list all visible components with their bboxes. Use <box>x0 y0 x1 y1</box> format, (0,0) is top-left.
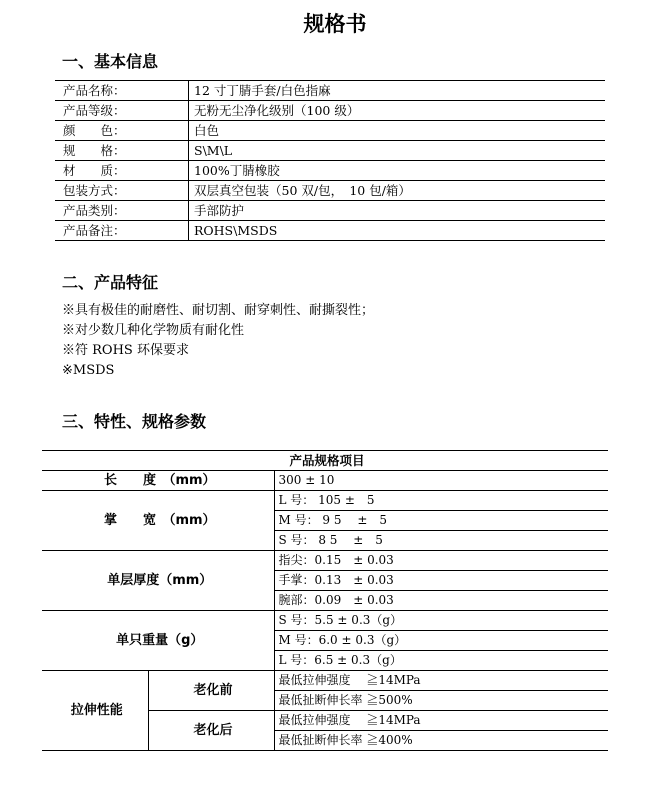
section-features-heading: 二、产品特征 <box>62 273 159 292</box>
param-name-weight: 单只重量（g） <box>42 611 274 671</box>
param-value: 最低扯断伸长率 ≧400% <box>274 731 608 751</box>
info-label: 产品类别： <box>55 201 189 221</box>
param-value: S 号：5.5 ± 0.3（g） <box>274 611 608 631</box>
document-title: 规格书 <box>303 12 367 36</box>
param-name-width: 掌 宽 （mm） <box>42 491 274 551</box>
spec-table <box>42 450 608 751</box>
info-label: 材 质： <box>55 161 189 181</box>
table-row <box>42 671 608 691</box>
info-label: 包装方式： <box>55 181 189 201</box>
info-value: 12 寸丁腈手套/白色指麻 <box>189 81 606 101</box>
table-row <box>55 161 605 181</box>
basic-info-table <box>55 80 605 241</box>
param-value: M 号： 9 5 ± 5 <box>274 511 608 531</box>
param-name-tensile: 拉伸性能 <box>42 671 148 751</box>
param-value: 腕部：0.09 ± 0.03 <box>274 591 608 611</box>
table-row <box>42 471 608 491</box>
info-label: 产品备注： <box>55 221 189 241</box>
param-value: 最低拉伸强度 ≧14MPa <box>274 671 608 691</box>
param-value: 300 ± 10 <box>274 471 608 491</box>
info-value: 手部防护 <box>189 201 606 221</box>
list-item: ※MSDS <box>62 363 115 378</box>
table-row <box>42 611 608 631</box>
section-basic-info-heading: 一、基本信息 <box>62 52 159 71</box>
table-row <box>55 141 605 161</box>
section-specs-heading: 三、特性、规格参数 <box>62 412 207 431</box>
info-label: 规 格： <box>55 141 189 161</box>
info-value: ROHS\MSDS <box>189 221 606 241</box>
info-label: 颜 色： <box>55 121 189 141</box>
param-value: M 号：6.0 ± 0.3（g） <box>274 631 608 651</box>
list-item: ※对少数几种化学物质有耐化性 <box>62 323 245 338</box>
aging-after-label: 老化后 <box>148 711 274 751</box>
list-item: ※具有极佳的耐磨性、耐切割、耐穿刺性、耐撕裂性； <box>62 303 375 318</box>
info-label: 产品名称： <box>55 81 189 101</box>
info-value: 白色 <box>189 121 606 141</box>
param-value: 最低拉伸强度 ≧14MPa <box>274 711 608 731</box>
info-value: S\M\L <box>189 141 606 161</box>
param-name-thickness: 单层厚度（mm） <box>42 551 274 611</box>
param-value: 手掌：0.13 ± 0.03 <box>274 571 608 591</box>
param-value: 指尖：0.15 ± 0.03 <box>274 551 608 571</box>
table-row <box>55 201 605 221</box>
param-name-length: 长 度 （mm） <box>42 471 274 491</box>
table-row <box>42 551 608 571</box>
param-value: 最低扯断伸长率 ≧500% <box>274 691 608 711</box>
feature-list <box>62 301 374 381</box>
table-row <box>42 451 608 471</box>
table-row <box>55 221 605 241</box>
list-item: ※符 ROHS 环保要求 <box>62 343 189 358</box>
table-row <box>55 181 605 201</box>
table-row <box>55 81 605 101</box>
info-label: 产品等级： <box>55 101 189 121</box>
aging-before-label: 老化前 <box>148 671 274 711</box>
param-value: S 号： 8 5 ± 5 <box>274 531 608 551</box>
table-row <box>55 101 605 121</box>
info-value: 双层真空包装（50 双/包， 10 包/箱） <box>189 181 606 201</box>
table-row <box>55 121 605 141</box>
param-value: L 号： 105 ± 5 <box>274 491 608 511</box>
info-value: 无粉无尘净化级别（100 级） <box>189 101 606 121</box>
param-value: L 号：6.5 ± 0.3（g） <box>274 651 608 671</box>
spec-table-header: 产品规格项目 <box>42 451 608 471</box>
table-row <box>42 491 608 511</box>
info-value: 100%丁腈橡胶 <box>189 161 606 181</box>
